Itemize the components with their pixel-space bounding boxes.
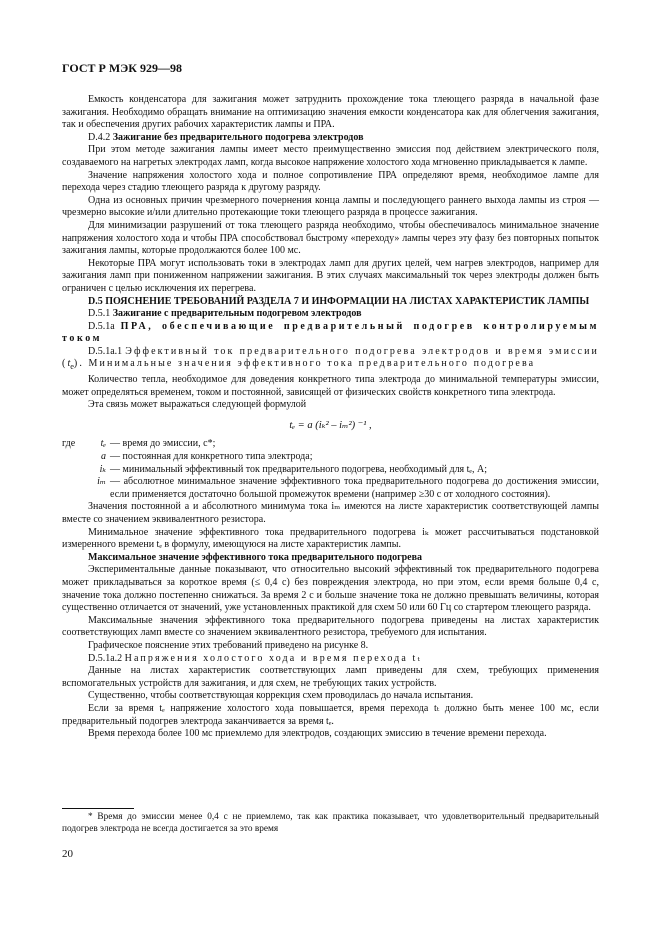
section-d51-heading [62, 308, 599, 321]
section-d42-heading [62, 132, 599, 145]
section-title: Зажигание с предварительным подогревом электродов [112, 308, 362, 320]
formula-legend [62, 438, 599, 501]
legend-symbol: tₑ [100, 438, 106, 450]
subsection-title: Максимальное значение эффективного тока предварительного подогрева [88, 551, 423, 563]
section-title-part: ). Минимальные значения эффективного тока предварительного подогрева [73, 358, 536, 370]
legend-text: — время до эмиссии, с*; [110, 438, 216, 450]
paragraph: Максимальные значения эффективного тока предварительного подогрева приведены на листах характеристик соответствующих ламп вместе со значением эквивалентного резистора, требуемого для испытания. [62, 614, 599, 639]
paragraph: Количество тепла, необходимое для доведения конкретного типа электрода до минимальной температуры эмиссии, может определяться временем, током и постоянной, зависящей от физических свойств конкретного типа электрода. [62, 374, 599, 398]
paragraph: Эта связь может выражаться следующей формулой [88, 399, 307, 411]
legend-row [62, 438, 599, 451]
legend-symbol: iₖ [99, 463, 106, 475]
section-number: D.5.1 [88, 308, 111, 320]
legend-text: — минимальный эффективный ток предварительного подогрева, необходимый для tₑ, А; [110, 463, 487, 475]
paragraph: Одна из основных причин чрезмерного почернения конца лампы и последующего раннего выхода лампы из строя — чрезмерно высокие и/или длительно протекающие токи тлеющего разряда в процессе зажигания. [62, 194, 599, 219]
section-title: Напряжения холостого хода и время перехода tₜ [124, 652, 422, 664]
document-header: ГОСТ Р МЭК 929—98 [62, 61, 182, 75]
symbol-sub: e [70, 362, 74, 372]
paragraph: Время перехода более 100 мс приемлемо для электродов, создающих эмиссию в течение времени перехода. [88, 728, 547, 740]
section-number: D.4.2 [88, 131, 111, 143]
page-number: 20 [62, 848, 73, 860]
paragraph: Графическое пояснение этих требований приведено на рисунке 8. [88, 639, 369, 651]
legend-text: — абсолютное минимальное значение эффективного тока предварительного подогрева до достижения эмиссии, если применяется достаточно большой промежуток времени (например ≥30 с от холодного состояния). [110, 476, 599, 500]
symbol-t: t [67, 358, 71, 370]
section-d51a1-heading [62, 346, 599, 374]
legend-symbol: a [101, 451, 106, 463]
section-title: Зажигание без предварительного подогрева электродов [112, 131, 364, 143]
legend-row [62, 476, 599, 501]
paragraph: Значения постоянной a и абсолютного минимума тока iₘ имеются на листе характеристик соответствующей лампы вместе со значением эквивалентного резистора. [62, 501, 599, 525]
section-d51a-heading [62, 321, 599, 346]
legend-row [62, 451, 599, 464]
paragraph: Данные на листах характеристик соответствующих ламп приведены для схем, требующих применения вспомогательных устройств для зажигания, и для схем, не требующих таких устройств. [62, 665, 599, 689]
section-title-part: Эффективный ток предварительного подогрева электродов и время эмиссии ( [62, 345, 600, 370]
section-number: D.5.1a.2 [88, 652, 123, 664]
paragraph: Значение напряжения холостого хода и полное сопротивление ПРА определяют время, необходимое лампе для перехода через стадию тлеющего разряда к другому разряду. [62, 169, 599, 194]
legend-row [62, 464, 599, 477]
paragraph: Емкость конденсатора для зажигания может затруднить прохождение тока тлеющего разряда в начальной фазе зажигания. Необходимо обращать внимание на оптимизацию значения емкости конденсатора как для облегчения зажигания, так и обеспечения других рабочих характеристик лампы и ПРА. [62, 94, 599, 131]
paragraph: Экспериментальные данные показывают, что относительно высокий эффективный ток предварительного подогрева может прикладываться за короткое время (≤ 0,4 с) без повреждения электрода, но при этом, если время больше 0,4 с, значение тока должно постепенно снижаться. За время 2 с и больше значение тока не должно превышать величины, которая существенно отличается от значений, уже установленных практикой для схем 50 или 60 Гц со стартером тлеющего разряда. [62, 564, 599, 614]
footnote-rule [62, 808, 134, 809]
paragraph: Минимальное значение эффективного тока предварительного подогрева iₖ может рассчитываться подстановкой измеренного времени tₑ в формулу, имеющуюся на листе характеристик лампы. [62, 526, 599, 551]
legend-text: — постоянная для конкретного типа электрода; [110, 451, 313, 463]
section-number: D.5.1a [88, 320, 115, 332]
paragraph: Некоторые ПРА могут использовать токи в электродах ламп для других целей, чем нагрев электродов, например для зажигания ламп при пониженном напряжении зажигания. В этих случаях максимальный ток через электроды должен быть ограничен с целью исключения их перегрева. [62, 257, 599, 294]
formula: tₑ = a (iₖ² – iₘ²) ⁻¹ , [289, 419, 372, 431]
section-title: ПРА, обеспечивающие предварительный подогрев контролируемым током [62, 320, 599, 345]
paragraph: При этом методе зажигания лампы имеет место преимущественно эмиссия под действием электрического поля, создаваемого на нагретых электродах ламп, когда высокое напряжение холостого хода мгновенно прикладывается к лампе. [62, 144, 599, 168]
legend-symbol: iₘ [97, 476, 106, 488]
footnote: * Время до эмиссии менее 0,4 с не приемлемо, так как практика показывает, что удовлетворительный предварительный подогрев электрода не всегда достигается за это время [62, 812, 599, 834]
section-number: D.5.1a.1 [88, 345, 123, 357]
section-d5-heading: D.5 ПОЯСНЕНИЕ ТРЕБОВАНИЙ РАЗДЕЛА 7 И ИНФОРМАЦИИ НА ЛИСТАХ ХАРАКТЕРИСТИК ЛАМПЫ [88, 295, 590, 307]
document-body [62, 94, 599, 741]
paragraph: Для минимизации разрушений от тока тлеющего разряда необходимо, чтобы обеспечивалось минимальное значение напряжения холостого хода и чтобы ПРА способствовал быстрому «переходу» лампы через эту фазу без повторных попыток зажигания лампы, которые продолжаются более 100 мс. [62, 219, 599, 257]
paragraph: Если за время tₑ напряжение холостого хода повышается, время перехода tₜ должно быть менее 100 мс, если предварительный подогрев электрода заканчивается за время tₑ. [62, 702, 599, 727]
where-label: где [62, 438, 76, 450]
section-d51a2-heading [62, 653, 599, 666]
paragraph: Существенно, чтобы соответствующая коррекция схем проводилась до начала испытания. [88, 690, 474, 702]
